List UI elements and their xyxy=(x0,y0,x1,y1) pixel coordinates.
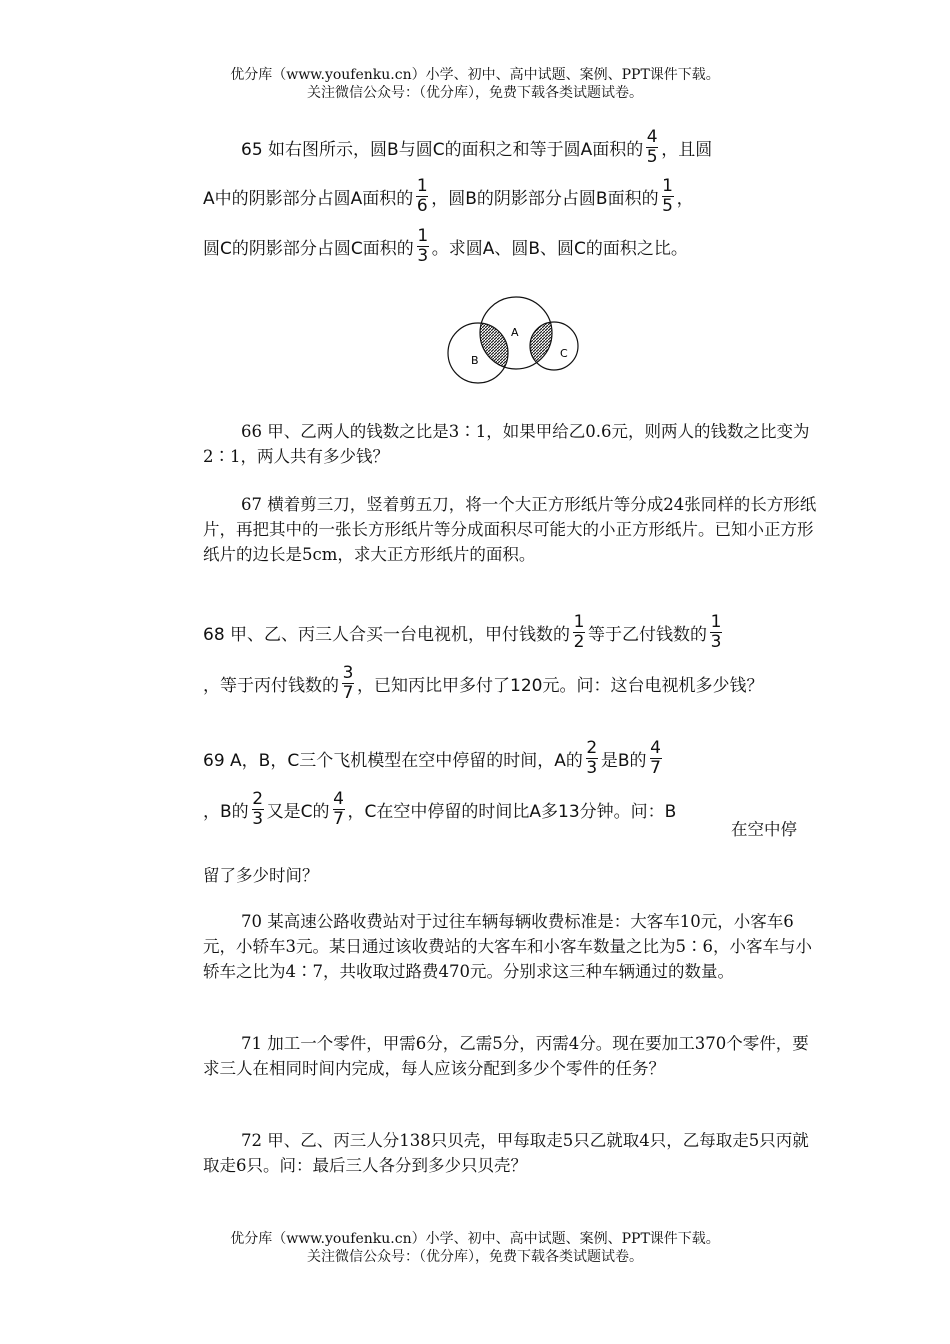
q65-text-3b: 。求圆A、圆B、圆C的面积之比。 xyxy=(431,239,688,259)
q68-line-1 xyxy=(203,613,725,652)
q68-text-1a: 68 甲、乙、丙三人合买一台电视机，甲付钱数的 xyxy=(203,625,571,645)
q65-text-1a: 65 如右图所示，圆B与圆C的面积之和等于圆A面积的 xyxy=(241,140,644,160)
label-b: B xyxy=(471,354,479,367)
numerator: 4 xyxy=(646,127,658,147)
fraction xyxy=(333,790,345,829)
denominator: 7 xyxy=(342,683,354,703)
label-a: A xyxy=(511,326,519,339)
fraction xyxy=(586,739,598,778)
denominator: 3 xyxy=(252,809,264,829)
fraction xyxy=(662,177,674,216)
q69-line-1 xyxy=(203,739,665,778)
q65-text-2a: A中的阴影部分占圆A面积的 xyxy=(203,189,414,209)
q69-text-2b: 又是C的 xyxy=(266,802,330,822)
denominator: 2 xyxy=(573,632,585,652)
q68-line-2 xyxy=(203,664,763,703)
question-71: 71 加工一个零件，甲需6分，乙需5分，丙需4分。现在要加工370个零件，要求三人在相同时间内完成，每人应该分配到多少个零件的任务？ xyxy=(203,1034,809,1078)
question-70: 70 某高速公路收费站对于过往车辆每辆收费标准是：大客车10元，小客车6元，小轿车3元。某日通过该收费站的大客车和小客车数量之比为5∶6，小客车与小轿车之比为4∶7，共收取过路费470元。分别求这三种车辆通过的数量。 xyxy=(203,912,812,981)
numerator: 4 xyxy=(650,738,661,758)
q65-line-1 xyxy=(241,128,712,167)
question-72: 72 甲、乙、丙三人分138只贝壳，甲每取走5只乙就取4只，乙每取走5只丙就取走6只。问：最后三人各分到多少只贝壳？ xyxy=(203,1131,809,1175)
q68-text-2a: ，等于丙付钱数的 xyxy=(203,676,339,696)
fraction xyxy=(342,664,354,703)
denominator: 5 xyxy=(646,147,658,167)
numerator: 1 xyxy=(417,226,429,246)
denominator: 5 xyxy=(662,196,673,216)
denominator: 3 xyxy=(586,758,598,778)
q69-text-2c: ，C在空中停留的时间比A多13分钟。问：B xyxy=(347,802,677,822)
fraction xyxy=(252,790,264,829)
numerator: 1 xyxy=(416,176,428,196)
q69-line-3: 留了多少时间？ xyxy=(203,866,319,885)
page-footer xyxy=(0,1230,950,1266)
q65-text-1b: ，且圆 xyxy=(661,140,713,160)
q65-text-3a: 圆C的阴影部分占圆C面积的 xyxy=(203,239,414,259)
header-line-1: 优分库（www.youfenku.cn）小学、初中、高中试题、案例、PPT课件下载。 xyxy=(230,67,720,83)
numerator: 1 xyxy=(573,612,585,632)
denominator: 7 xyxy=(650,758,661,778)
q69-line-2 xyxy=(203,790,676,829)
fraction xyxy=(416,177,428,216)
q69-text-1a: 69 A，B，C三个飞机模型在空中停留的时间，A的 xyxy=(203,751,583,771)
q68-text-2b: ，已知丙比甲多付了120元。问：这台电视机多少钱？ xyxy=(357,676,764,696)
venn-diagram xyxy=(440,292,590,392)
denominator: 6 xyxy=(416,196,428,216)
fraction xyxy=(573,613,585,652)
q69-text-2d: 在空中停 xyxy=(731,820,797,839)
fraction xyxy=(646,128,658,167)
numerator: 2 xyxy=(252,789,264,809)
q68-text-1b: 等于乙付钱数的 xyxy=(588,625,708,645)
fraction xyxy=(417,227,429,266)
numerator: 1 xyxy=(662,176,673,196)
header-line-2: 关注微信公众号：（优分库），免费下载各类试题试卷。 xyxy=(307,85,643,101)
q65-text-2b: ，圆B的阴影部分占圆B面积的 xyxy=(431,189,659,209)
numerator: 1 xyxy=(710,612,722,632)
numerator: 3 xyxy=(342,663,354,683)
q65-text-2c: ， xyxy=(676,189,694,209)
page-header xyxy=(0,66,950,102)
numerator: 2 xyxy=(586,738,598,758)
denominator: 3 xyxy=(710,632,722,652)
numerator: 4 xyxy=(333,789,344,809)
q65-line-3 xyxy=(203,227,688,266)
denominator: 3 xyxy=(417,246,429,266)
question-67: 67 横着剪三刀，竖着剪五刀，将一个大正方形纸片等分成24张同样的长方形纸片，再把其中的一张长方形纸片等分成面积尽可能大的小正方形纸片。已知小正方形纸片的边长是5cm，求大正方形纸片的面积。 xyxy=(203,495,817,564)
denominator: 7 xyxy=(333,809,344,829)
q65-line-2 xyxy=(203,177,694,216)
footer-line-1: 优分库（www.youfenku.cn）小学、初中、高中试题、案例、PPT课件下载。 xyxy=(230,1231,720,1247)
fraction xyxy=(710,613,722,652)
fraction xyxy=(650,739,662,778)
q69-text-1b: 是B的 xyxy=(600,751,647,771)
label-c: C xyxy=(560,347,568,360)
footer-line-2: 关注微信公众号：（优分库），免费下载各类试题试卷。 xyxy=(307,1249,643,1265)
q69-text-2a: ，B的 xyxy=(203,802,249,822)
question-66: 66 甲、乙两人的钱数之比是3∶1，如果甲给乙0.6元，则两人的钱数之比变为2∶1，两人共有多少钱？ xyxy=(203,422,810,466)
